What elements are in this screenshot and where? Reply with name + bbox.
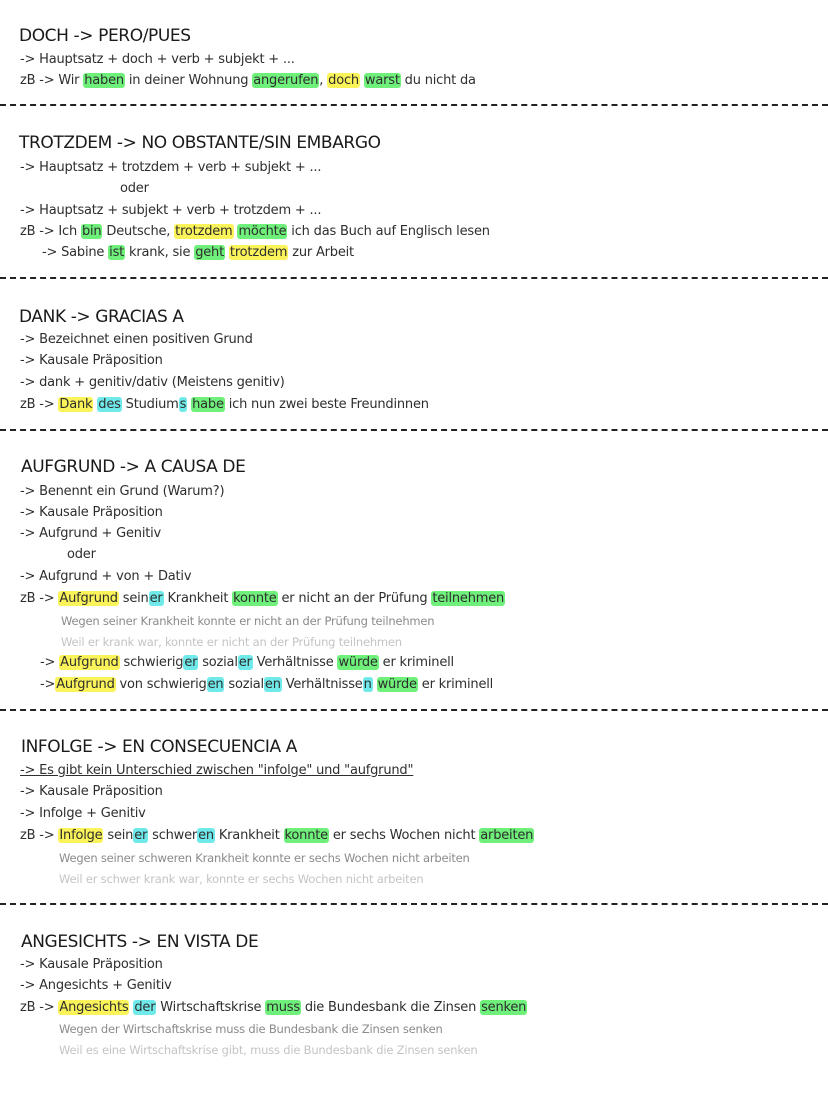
example-line bbox=[20, 1000, 527, 1015]
highlight-verb: warst bbox=[364, 73, 400, 88]
highlight-verb: möchte bbox=[238, 224, 287, 239]
highlight-ending: s bbox=[179, 397, 187, 412]
highlight-verb: muss bbox=[266, 1000, 300, 1015]
text-span: Studium bbox=[121, 397, 179, 412]
highlight-preposition: Aufgrund bbox=[60, 655, 119, 670]
rule-line: -> Bezeichnet einen positiven Grund bbox=[20, 332, 253, 347]
text-span: zB -> bbox=[20, 591, 59, 606]
translation-line: Wegen der Wirtschaftskrise muss die Bundesbank die Zinsen senken bbox=[59, 1022, 443, 1036]
text-span: er kriminell bbox=[378, 655, 454, 670]
oder-label: oder bbox=[120, 181, 149, 196]
highlight-verb: konnte bbox=[233, 591, 277, 606]
example-line bbox=[40, 655, 454, 670]
example-line bbox=[20, 73, 476, 88]
rule-line: -> Kausale Präposition bbox=[20, 784, 163, 799]
text-span: zB -> bbox=[20, 397, 59, 412]
text-span: Krankheit bbox=[214, 828, 284, 843]
highlight-verb: arbeiten bbox=[480, 828, 534, 843]
text-span: in deiner Wohnung bbox=[124, 73, 253, 88]
highlight-ending: en bbox=[264, 677, 281, 692]
highlight-verb: geht bbox=[195, 245, 224, 260]
text-span: er nicht an der Prüfung bbox=[277, 591, 432, 606]
text-span: von schwierig bbox=[115, 677, 207, 692]
text-span: du nicht da bbox=[400, 73, 476, 88]
translation-line: Weil er schwer krank war, konnte er sechs Wochen nicht arbeiten bbox=[59, 872, 424, 886]
example-line bbox=[40, 677, 493, 692]
section-title-trotzdem: TROTZDEM -> NO OBSTANTE/SIN EMBARGO bbox=[19, 133, 381, 153]
text-span: er kriminell bbox=[417, 677, 494, 692]
highlight-connector: trotzdem bbox=[229, 245, 288, 260]
highlight-preposition: Angesichts bbox=[59, 1000, 129, 1015]
highlight-ending: er bbox=[238, 655, 252, 670]
section-divider bbox=[0, 277, 828, 279]
text-span: zB -> Ich bbox=[20, 224, 81, 239]
example-line bbox=[20, 828, 534, 843]
text-span bbox=[373, 677, 377, 692]
highlight-verb: bin bbox=[81, 224, 102, 239]
highlight-verb: teilnehmen bbox=[432, 591, 505, 606]
text-span: sozial bbox=[224, 677, 264, 692]
text-span: zur Arbeit bbox=[288, 245, 354, 260]
highlight-article: der bbox=[134, 1000, 156, 1015]
text-span: die Bundesbank die Zinsen bbox=[300, 1000, 481, 1015]
rule-line: -> Benennt ein Grund (Warum?) bbox=[20, 484, 225, 499]
example-line bbox=[20, 591, 505, 606]
highlight-ending: en bbox=[207, 677, 224, 692]
highlight-verb: konnte bbox=[284, 828, 328, 843]
text-span: schwierig bbox=[119, 655, 184, 670]
text-span: Verhältnisse bbox=[252, 655, 338, 670]
example-line bbox=[20, 224, 490, 239]
section-divider bbox=[0, 903, 828, 905]
rule-line: -> Aufgrund + Genitiv bbox=[20, 526, 162, 541]
text-span: sozial bbox=[198, 655, 238, 670]
highlight-ending: n bbox=[363, 677, 372, 692]
highlight-verb: angerufen bbox=[253, 73, 319, 88]
rule-line: -> Kausale Präposition bbox=[20, 353, 163, 368]
rule-line: -> Infolge + Genitiv bbox=[20, 806, 146, 821]
text-span: Wirtschaftskrise bbox=[156, 1000, 266, 1015]
text-span: zB -> bbox=[20, 1000, 59, 1015]
text-span: zB -> Wir bbox=[20, 73, 84, 88]
text-span: Deutsche, bbox=[102, 224, 175, 239]
highlight-connector: trotzdem bbox=[175, 224, 233, 239]
highlight-verb: haben bbox=[84, 73, 124, 88]
text-span: schwer bbox=[148, 828, 198, 843]
highlight-ending: er bbox=[184, 655, 198, 670]
highlight-preposition: Aufgrund bbox=[59, 591, 118, 606]
rule-line: -> Kausale Präposition bbox=[20, 505, 163, 520]
section-title-angesichts: ANGESICHTS -> EN VISTA DE bbox=[21, 932, 259, 952]
text-span: -> bbox=[40, 655, 60, 670]
highlight-preposition: Dank bbox=[59, 397, 93, 412]
highlight-preposition: Aufgrund bbox=[56, 677, 115, 692]
translation-line: Wegen seiner Krankheit konnte er nicht an der Prüfung teilnehmen bbox=[61, 614, 435, 628]
text-span: zB -> bbox=[20, 828, 59, 843]
translation-line: Wegen seiner schweren Krankheit konnte er sechs Wochen nicht arbeiten bbox=[59, 851, 470, 865]
rule-line: -> Hauptsatz + trotzdem + verb + subjekt + ... bbox=[20, 160, 322, 175]
highlight-verb: würde bbox=[338, 655, 378, 670]
section-divider bbox=[0, 709, 828, 711]
text-span: ich nun zwei beste Freundinnen bbox=[224, 397, 429, 412]
section-title-doch: DOCH -> PERO/PUES bbox=[19, 26, 191, 46]
highlight-preposition: Infolge bbox=[59, 828, 103, 843]
rule-line-underlined: -> Es gibt kein Unterschied zwischen "infolge" und "aufgrund" bbox=[20, 763, 414, 778]
section-title-aufgrund: AUFGRUND -> A CAUSA DE bbox=[21, 457, 246, 477]
section-title-dank: DANK -> GRACIAS A bbox=[19, 307, 184, 327]
text-span: er sechs Wochen nicht bbox=[328, 828, 480, 843]
rule-line: -> Hauptsatz + subjekt + verb + trotzdem + ... bbox=[20, 203, 322, 218]
translation-line: Weil er krank war, konnte er nicht an der Prüfung teilnehmen bbox=[61, 635, 402, 649]
rule-line: -> Hauptsatz + doch + verb + subjekt + ... bbox=[20, 52, 295, 67]
example-line bbox=[42, 245, 354, 260]
highlight-ending: en bbox=[198, 828, 214, 843]
example-line bbox=[20, 397, 429, 412]
highlight-connector: doch bbox=[328, 73, 359, 88]
text-span: sein bbox=[103, 828, 134, 843]
highlight-verb: würde bbox=[377, 677, 417, 692]
text-span: krank, sie bbox=[125, 245, 195, 260]
translation-line: Weil es eine Wirtschaftskrise gibt, muss die Bundesbank die Zinsen senken bbox=[59, 1043, 478, 1057]
rule-line: -> dank + genitiv/dativ (Meistens genitiv) bbox=[20, 375, 285, 390]
section-divider bbox=[0, 104, 828, 106]
highlight-ending: er bbox=[134, 828, 148, 843]
rule-line: -> Angesichts + Genitiv bbox=[20, 978, 172, 993]
section-title-infolge: INFOLGE -> EN CONSECUENCIA A bbox=[21, 737, 297, 757]
highlight-verb: habe bbox=[192, 397, 224, 412]
section-divider bbox=[0, 429, 828, 431]
rule-line: -> Kausale Präposition bbox=[20, 957, 163, 972]
highlight-article: des bbox=[98, 397, 121, 412]
text-span: Verhältnisse bbox=[281, 677, 363, 692]
highlight-ending: er bbox=[149, 591, 163, 606]
highlight-verb: ist bbox=[109, 245, 125, 260]
text-span: -> bbox=[40, 677, 56, 692]
rule-line: -> Aufgrund + von + Dativ bbox=[20, 569, 192, 584]
oder-label: oder bbox=[67, 547, 96, 562]
highlight-verb: senken bbox=[481, 1000, 527, 1015]
text-span: , bbox=[319, 73, 328, 88]
text-span: sein bbox=[118, 591, 149, 606]
text-span: -> Sabine bbox=[42, 245, 109, 260]
text-span: ich das Buch auf Englisch lesen bbox=[287, 224, 490, 239]
text-span: Krankheit bbox=[163, 591, 233, 606]
